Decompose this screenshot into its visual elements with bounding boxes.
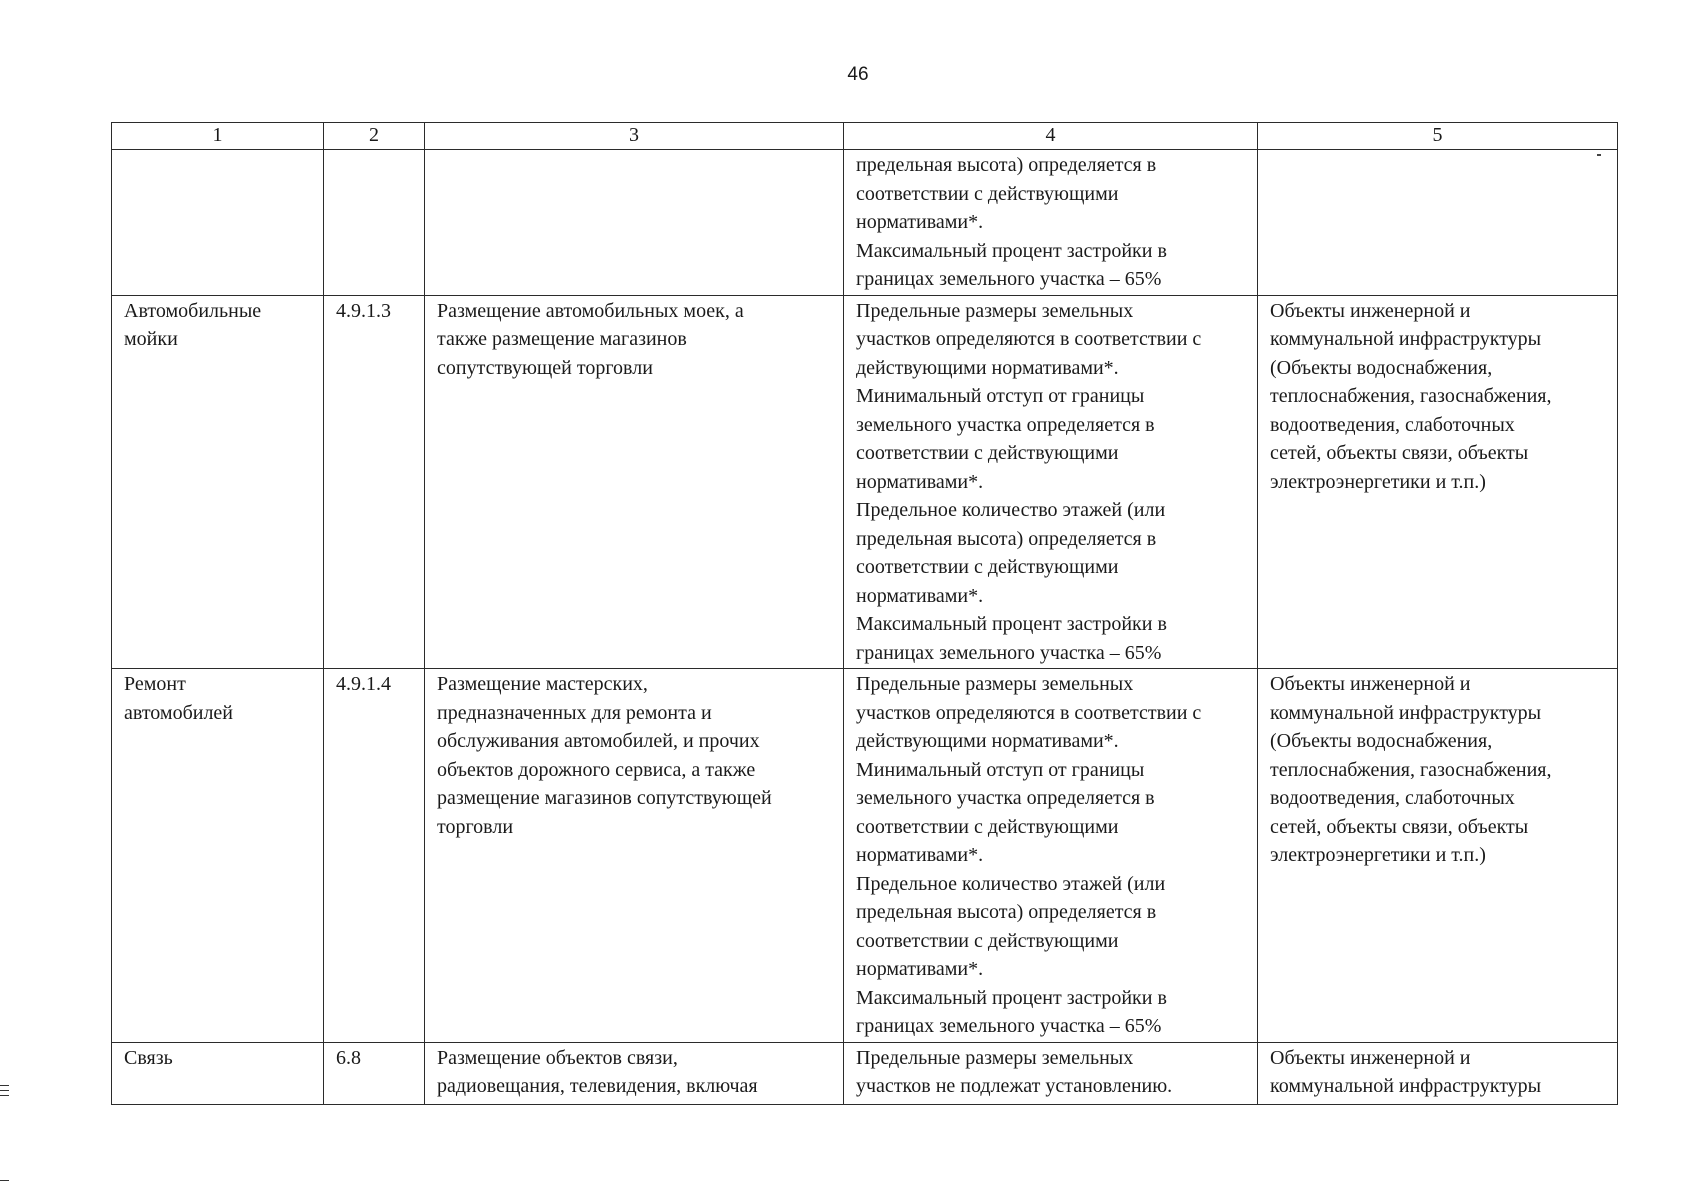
table-row [112,150,1618,296]
infrastructure-cell: Объекты инженерной и коммунальной инфраструктуры [1258,1042,1618,1104]
zoning-table [111,122,1618,1105]
column-header: 3 [425,123,844,150]
margin-mark [0,1090,9,1091]
table-row [112,669,1618,1043]
column-header: 4 [844,123,1258,150]
use-code-cell: 4.9.1.4 [324,669,425,1043]
column-header: 1 [112,123,324,150]
description-cell [425,150,844,296]
use-code-cell [324,150,425,296]
use-name-cell: Автомобильные мойки [112,295,324,669]
use-name-cell: Ремонт автомобилей [112,669,324,1043]
use-name-cell [112,150,324,296]
parameters-cell: Предельные размеры земельных участков не подлежат установлению. [844,1042,1258,1104]
description-cell: Размещение объектов связи, радиовещания, телевидения, включая [425,1042,844,1104]
parameters-cell: Предельные размеры земельных участков определяются в соответствии с действующими нормативами*. Минимальный отступ от границы земельного участка определяется в соответствии с действующими нормативами*. Предельное количество этажей (или предельная высота) определяется в соответствии с действующими нормативами*. Максимальный процент застройки в границах земельного участка – 65% [844,669,1258,1043]
use-code-cell: 4.9.1.3 [324,295,425,669]
margin-mark [0,1095,9,1096]
use-code-cell: 6.8 [324,1042,425,1104]
infrastructure-cell: Объекты инженерной и коммунальной инфраструктуры (Объекты водоснабжения, теплоснабжения, газоснабжения, водоотведения, слаботочных сетей, объекты связи, объекты электроэнергетики и т.п.) [1258,295,1618,669]
table-row [112,1042,1618,1104]
description-cell: Размещение мастерских, предназначенных для ремонта и обслуживания автомобилей, и прочих объектов дорожного сервиса, а также размещение магазинов сопутствующей торговли [425,669,844,1043]
column-header: 5 [1258,123,1618,150]
table-header-row [112,123,1618,150]
column-header: 2 [324,123,425,150]
page-number: 46 [847,64,869,85]
parameters-cell: Предельные размеры земельных участков определяются в соответствии с действующими нормативами*. Минимальный отступ от границы земельного участка определяется в соответствии с действующими нормативами*. Предельное количество этажей (или предельная высота) определяется в соответствии с действующими нормативами*. Максимальный процент застройки в границах земельного участка – 65% [844,295,1258,669]
margin-mark [0,1180,9,1181]
description-cell: Размещение автомобильных моек, а также размещение магазинов сопутствующей торговли [425,295,844,669]
parameters-cell: предельная высота) определяется в соответствии с действующими нормативами*. Максимальный процент застройки в границах земельного участка – 65% [844,150,1258,296]
margin-mark [0,1085,9,1086]
infrastructure-cell: Объекты инженерной и коммунальной инфраструктуры (Объекты водоснабжения, теплоснабжения, газоснабжения, водоотведения, слаботочных сетей, объекты связи, объекты электроэнергетики и т.п.) [1258,669,1618,1043]
use-name-cell: Связь [112,1042,324,1104]
table-row [112,295,1618,669]
infrastructure-cell [1258,150,1618,296]
